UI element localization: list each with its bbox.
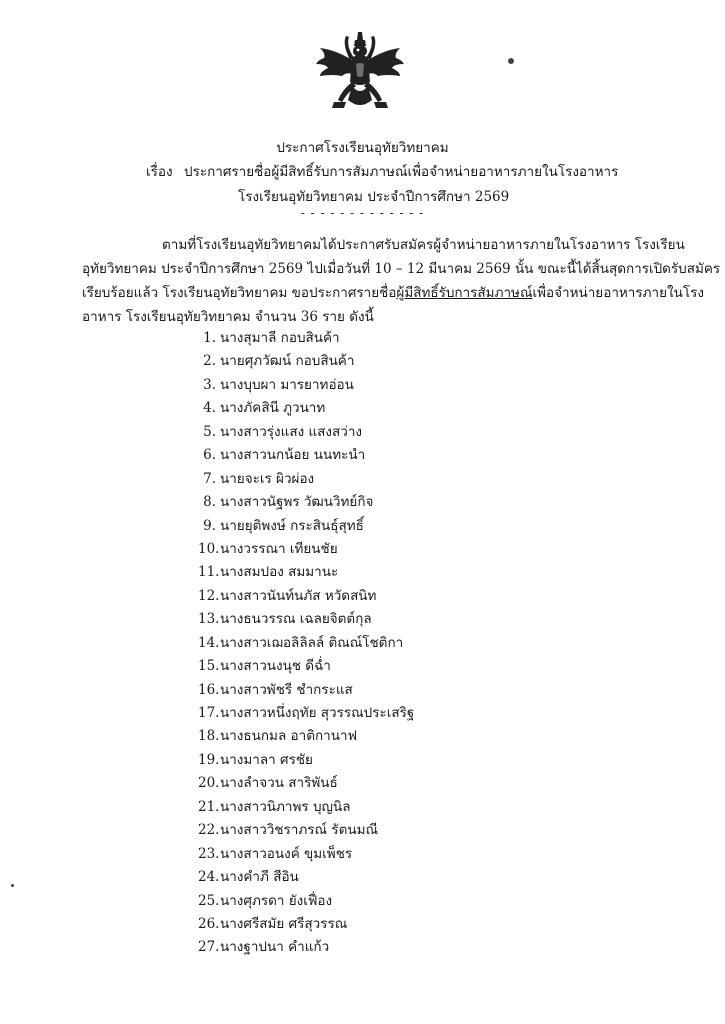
list-item-number: 20. <box>198 775 220 792</box>
list-item <box>198 608 414 631</box>
body-line-3-underlined: ผู้มีสิทธิ์รับการสัมภาษณ์ <box>396 285 533 301</box>
list-item-name: นางบุบผา มารยาทอ่อน <box>220 376 354 393</box>
list-item <box>198 655 414 678</box>
list-item-number: 2. <box>203 353 216 370</box>
list-item-name: นางธนวรรณ เฉลยจิตต์กุล <box>220 611 372 628</box>
list-item-name: นางศุภรดา ยังเฟื่อง <box>220 892 333 909</box>
list-item-number: 13. <box>198 611 220 628</box>
list-item-name: นางสาวนงนุช ดีฉ่ำ <box>220 658 331 675</box>
list-item <box>198 772 414 795</box>
list-item-number: 24. <box>198 869 220 886</box>
list-item-number: 10. <box>198 540 220 557</box>
list-item-number: 27. <box>198 939 220 956</box>
list-item-name: นางสาวรุ่งแสง แสงสว่าง <box>220 423 362 440</box>
list-item <box>198 327 414 350</box>
list-item-name: นางสาววิชราภรณ์ รัตนมณี <box>220 822 379 839</box>
garuda-emblem-icon <box>312 30 408 114</box>
list-item <box>198 749 414 772</box>
list-item <box>198 866 414 889</box>
list-item-name: นางสุมาลี กอบสินค้า <box>220 330 340 346</box>
list-item-number: 19. <box>198 751 220 768</box>
list-item <box>198 515 414 538</box>
list-item <box>198 796 414 819</box>
list-item <box>198 350 414 373</box>
list-item-number: 26. <box>198 915 220 932</box>
list-item-number: 21. <box>198 798 220 815</box>
list-item <box>198 397 414 420</box>
list-item <box>198 444 414 467</box>
list-item-number: 15. <box>198 658 220 675</box>
list-item-name: นางสาวเฌอลิลิลล์ ติณณ์โชติกา <box>220 634 404 651</box>
scan-speck <box>508 58 514 64</box>
list-item <box>198 561 414 584</box>
list-item-name: นางสาวนกน้อย นนทะนำ <box>220 447 366 464</box>
names-list <box>198 327 414 960</box>
list-item <box>198 819 414 842</box>
list-item <box>198 585 414 608</box>
body-line-1: ตามที่โรงเรียนอุทัยวิทยาคมได้ประกาศรับสมัครผู้จำหน่ายอาหารภายในโรงอาหาร โรงเรียน <box>162 237 685 253</box>
list-item-number: 3. <box>203 376 216 393</box>
list-item-number: 6. <box>203 447 216 464</box>
list-item <box>198 491 414 514</box>
list-item <box>198 702 414 725</box>
list-item-number: 17. <box>198 705 220 721</box>
list-item-number: 14. <box>198 634 220 651</box>
list-item-name: นางสาวหนึ่งฤทัย สุวรรณประเสริฐ <box>220 705 415 721</box>
announce-title: ประกาศโรงเรียนอุทัยวิทยาคม <box>276 140 449 156</box>
body-line-2: อุทัยวิทยาคม ประจำปีการศึกษา 2569 ไปเมื่อวันที่ 10 – 12 มีนาคม 2569 นั้น ขณะนี้ได้สิ้นสุดการเปิดรับสมัคร <box>82 261 721 277</box>
body-line-3-start: เรียบร้อยแล้ว โรงเรียนอุทัยวิทยาคม ขอประกาศรายชื่อ <box>82 285 397 301</box>
list-item-number: 22. <box>198 822 220 839</box>
list-item <box>198 913 414 936</box>
list-item-number: 4. <box>203 400 216 417</box>
list-item <box>198 538 414 561</box>
list-item-name: นายยุติพงษ์ กระสินธุ์สุทธิ์ <box>220 517 364 534</box>
list-item <box>198 632 414 655</box>
body-line-3 <box>82 281 704 305</box>
list-item-number: 8. <box>203 494 216 511</box>
list-item-number: 9. <box>203 517 216 534</box>
list-item <box>198 468 414 491</box>
list-item-name: นางสาวนันท์นภัส หวัดสนิท <box>220 587 377 604</box>
list-item-name: นางลำจวน สาริพันธ์ <box>220 775 338 792</box>
list-item-name: นางฐาปนา คำแก้ว <box>220 939 330 956</box>
list-item-number: 12. <box>198 587 220 604</box>
list-item-name: นายจะเร ผิวผ่อง <box>220 470 315 487</box>
body-paragraph <box>82 233 721 329</box>
list-item <box>198 421 414 444</box>
list-item-number: 5. <box>203 423 216 440</box>
list-item <box>198 890 414 913</box>
list-item-name: นางวรรณา เทียนชัย <box>220 540 338 557</box>
list-item-name: นางสาวพัชรี ชำกระแส <box>220 681 353 698</box>
list-item-number: 18. <box>198 728 220 745</box>
list-item-number: 23. <box>198 845 220 862</box>
list-item <box>198 679 414 702</box>
list-item-name: นางสาวนิภาพร บุญนิล <box>220 798 351 815</box>
list-item-name: นางสมปอง สมมานะ <box>220 564 339 581</box>
list-item-number: 16. <box>198 681 220 698</box>
subject-label: เรื่อง <box>146 164 173 180</box>
body-line-4: อาหาร โรงเรียนอุทัยวิทยาคม จำนวน 36 ราย ดังนี้ <box>82 309 374 325</box>
list-item <box>198 843 414 866</box>
subject-line-2: โรงเรียนอุทัยวิทยาคม ประจำปีการศึกษา 2569 <box>238 189 510 205</box>
list-item-number: 1. <box>203 330 216 346</box>
list-item-number: 11. <box>198 564 220 581</box>
list-item-name: นางศรีสมัย ศรีสุวรรณ <box>220 915 348 932</box>
list-item-number: 25. <box>198 892 220 909</box>
list-item-name: นางคำภี สีอิน <box>220 869 299 886</box>
scan-speck <box>11 884 14 887</box>
list-item-name: นายศุภวัฒน์ กอบสินค้า <box>220 353 355 370</box>
list-item-name: นางภัคสินี ภูวนาท <box>220 400 326 417</box>
separator-line: - - - - - - - - - - - - - <box>300 206 425 220</box>
subject-text: ประกาศรายชื่อผู้มีสิทธิ์รับการสัมภาษณ์เพื่อจำหน่ายอาหารภายในโรงอาหาร <box>184 164 619 180</box>
list-item <box>198 374 414 397</box>
list-item-name: นางสาวอนงค์ ขุมเพ็ชร <box>220 845 353 862</box>
list-item <box>198 725 414 748</box>
list-item <box>198 936 414 959</box>
body-line-3-end: เพื่อจำหน่ายอาหารภายในโรง <box>532 285 704 301</box>
list-item-number: 7. <box>203 470 216 487</box>
list-item-name: นางธนกมล อาติกานาฟ <box>220 728 358 745</box>
list-item-name: นางมาลา ศรชัย <box>220 751 313 768</box>
list-item-name: นางสาวนัฐพร วัฒนวิทย์กิจ <box>220 494 374 511</box>
